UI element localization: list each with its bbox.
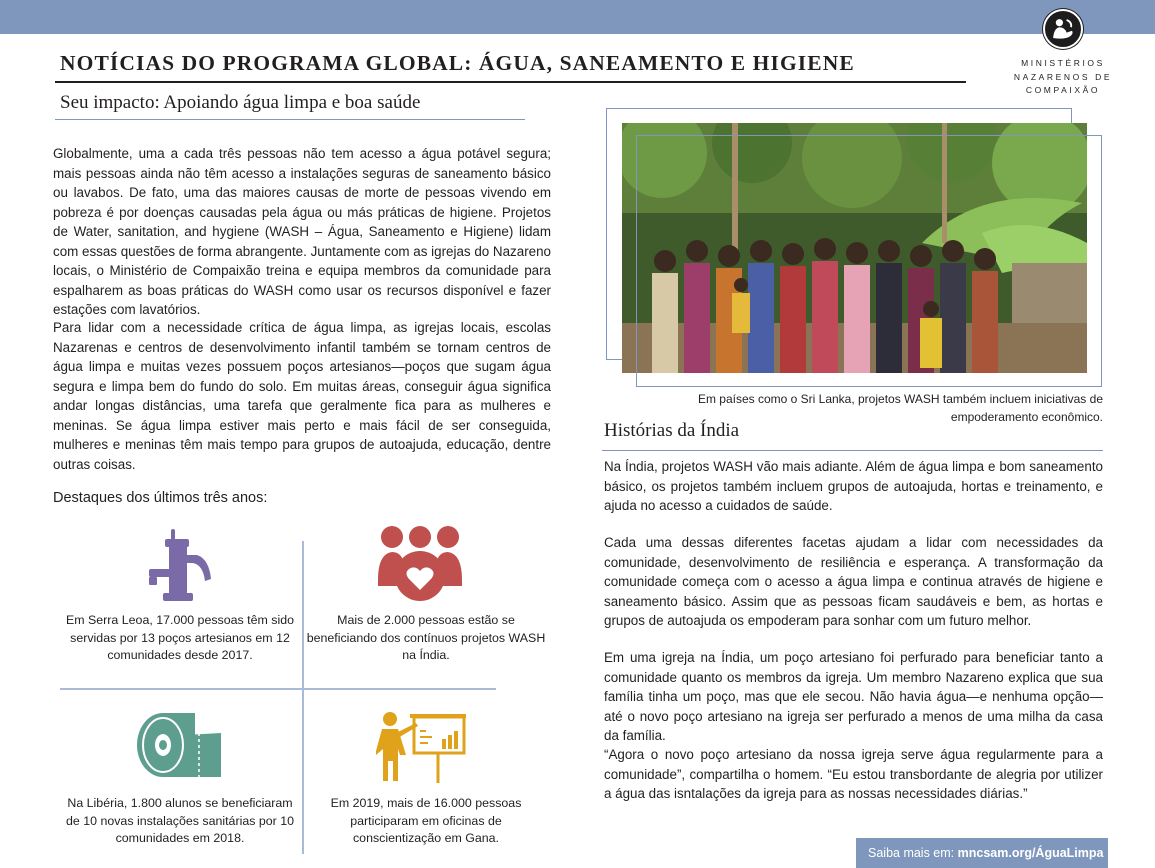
organization-name [1005,57,1121,98]
body-paragraph: Globalmente, uma a cada três pessoas não tem acesso a água potável segura; mais pessoas ainda não têm acesso a instalações seguras de saneamento básico ou lavabos. De fato, uma das maiores causas de morte de pessoas vivendo em pobreza é por doenças causadas pela água ou más práticas de higiene. Projetos de Water, sanitation, and hygiene (WASH – Água, Saneamento e Higiene) lidam com essas questões de forma abrangente. Juntamente com as igrejas do Nazareno locais, o Ministério de Compaixão treina e equipa membros da comunidade para espalharem as boas práticas do WASH como usar os recursos disponível e fazer estações com lavatórios. [53,146,551,317]
title-divider [55,81,966,83]
water-pump-icon [145,529,213,601]
body-paragraph: Para lidar com a necessidade crítica de água limpa, as igrejas locais, escolas Nazarenas e centros de desenvolvimento infantil também se tornam centros de água limpa e muitas vezes possuem poços artesianos—poços que sugam água segura e limpa bem do fundo do solo. Em muitas áreas, conseguir água significa andar longas distâncias, uma tarefa que geralmente fica para as mulheres e meninas. Se água limpa estiver mais perto e mais fácil de ser conseguida, mulheres e meninas têm mais tempo para grupos de autoajuda, educação, dentre outras coisas. [53,320,551,472]
body-paragraph: Cada uma dessas diferentes facetas ajudam a lidar com necessidades da comunidade, desenvolvimento de resiliência e esperança. A transformação da comunidade começa com o acesso a água limpa e continua através de higiene e saneamento básico. Assim que as pessoas ficam saudáveis e bem, as hortas e grupos de autoajuda os empoderam para sonhar com um futuro melhor. [604,535,1103,628]
learn-more-link[interactable]: mncsam.org/ÁguaLimpa [957,846,1104,860]
body-paragraph: Na Índia, projetos WASH vão mais adiante. Além de água limpa e bom saneamento básico, os projetos também incluem grupos de autoajuda, hortas e treinamento, e ajuda no acesso a cuidados de saúde. [604,459,1103,513]
photo-frame-front [636,135,1102,387]
highlight-text: Mais de 2.000 pessoas estão se beneficiando dos contínuos projetos WASH na Índia. [306,613,546,662]
section-divider [55,119,525,120]
learn-more-banner[interactable] [856,838,1108,868]
learn-more-label: Saiba mais em: [868,846,958,860]
organization-logo-icon [1043,9,1083,49]
highlight-text: Em Serra Leoa, 17.000 pessoas têm sido servidas por 13 poços artesianos em 12 comunidades desde 2017. [66,613,294,662]
organization-name-line: NAZARENOS DE [1013,71,1113,82]
section-title-india: Histórias da Índia [604,420,740,441]
organization-name-line: COMPAIXÃO [1025,85,1101,95]
presentation-icon [376,711,466,783]
body-paragraph: Em uma igreja na Índia, um poço artesiano foi perfurado para beneficiar tanto a comunidade quanto os membros da igreja. Um membro Nazareno explica que sua família tinha um poço, mas que ele secou. Não havia água—e nenhuma opção—até o novo poço artesiano na igreja ser perfurado a menos de uma milha da casa da família. [604,650,1103,743]
section-divider [602,450,1103,451]
top-color-bar [0,0,1155,34]
highlight-text: Na Libéria, 1.800 alunos se beneficiaram de 10 novas instalações sanitárias por 10 comunidades em 2018. [66,796,294,845]
body-paragraph: “Agora o novo poço artesiano da nossa igreja serve água regularmente para a comunidade”, compartilha o homem. “Eu estou transbordante de alegria por utilizer a água das isntalações da igreja para as nossas necessidades diárias.” [604,747,1103,801]
toilet-paper-icon [137,713,221,777]
highlight-text: Em 2019, mais de 16.000 pessoas participaram em oficinas de conscientização em Gana. [330,796,522,845]
highlights-heading: Destaques dos últimos três anos: [53,490,268,506]
photo-caption: Em países como o Sri Lanka, projetos WASH também incluem iniciativas de empoderamento econômico. [697,392,1103,424]
people-heart-icon [378,524,462,601]
organization-name-line: MINISTÉRIOS [1021,58,1105,68]
section-title-impact: Seu impacto: Apoiando água limpa e boa saúde [60,92,421,113]
grid-divider-vertical [302,541,304,854]
page-title: NOTÍCIAS DO PROGRAMA GLOBAL: ÁGUA, SANEAMENTO E HIGIENE [60,51,855,75]
grid-divider-horizontal [60,688,496,690]
